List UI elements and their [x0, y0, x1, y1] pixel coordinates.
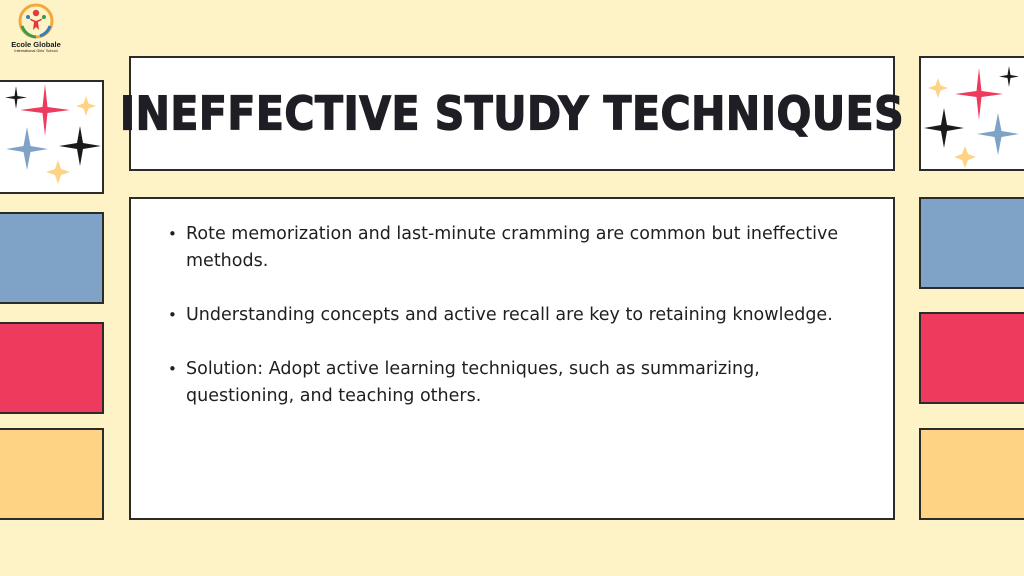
- bullet-item: • Understanding concepts and active recall are key to retaining knowledge.: [168, 302, 853, 329]
- bullet-item: • Rote memorization and last-minute cramming are common but ineffective methods.: [168, 221, 853, 275]
- right-red-block: [919, 312, 1024, 404]
- right-sparkle-panel: [919, 56, 1024, 171]
- bullet-item: • Solution: Adopt active learning techniques, such as summarizing, questioning, and teaching others.: [168, 356, 853, 410]
- slide-title: INEFFECTIVE STUDY TECHNIQUES: [119, 86, 905, 141]
- title-panel: [119, 56, 905, 171]
- sparkle-stars-icon: [0, 82, 102, 192]
- logo-name: Ecole Globale: [11, 40, 61, 49]
- school-logo-icon: [17, 2, 55, 40]
- content-panel: [129, 197, 895, 520]
- left-yellow-block: [0, 428, 104, 520]
- school-logo: [6, 2, 66, 60]
- right-blue-block: [919, 197, 1024, 289]
- left-blue-block: [0, 212, 104, 304]
- left-sparkle-panel: [0, 80, 104, 194]
- right-yellow-block: [919, 428, 1024, 520]
- logo-tagline: International Girls' School: [14, 49, 58, 53]
- sparkle-stars-icon: [921, 58, 1024, 169]
- bullet-list: [168, 221, 853, 410]
- left-red-block: [0, 322, 104, 414]
